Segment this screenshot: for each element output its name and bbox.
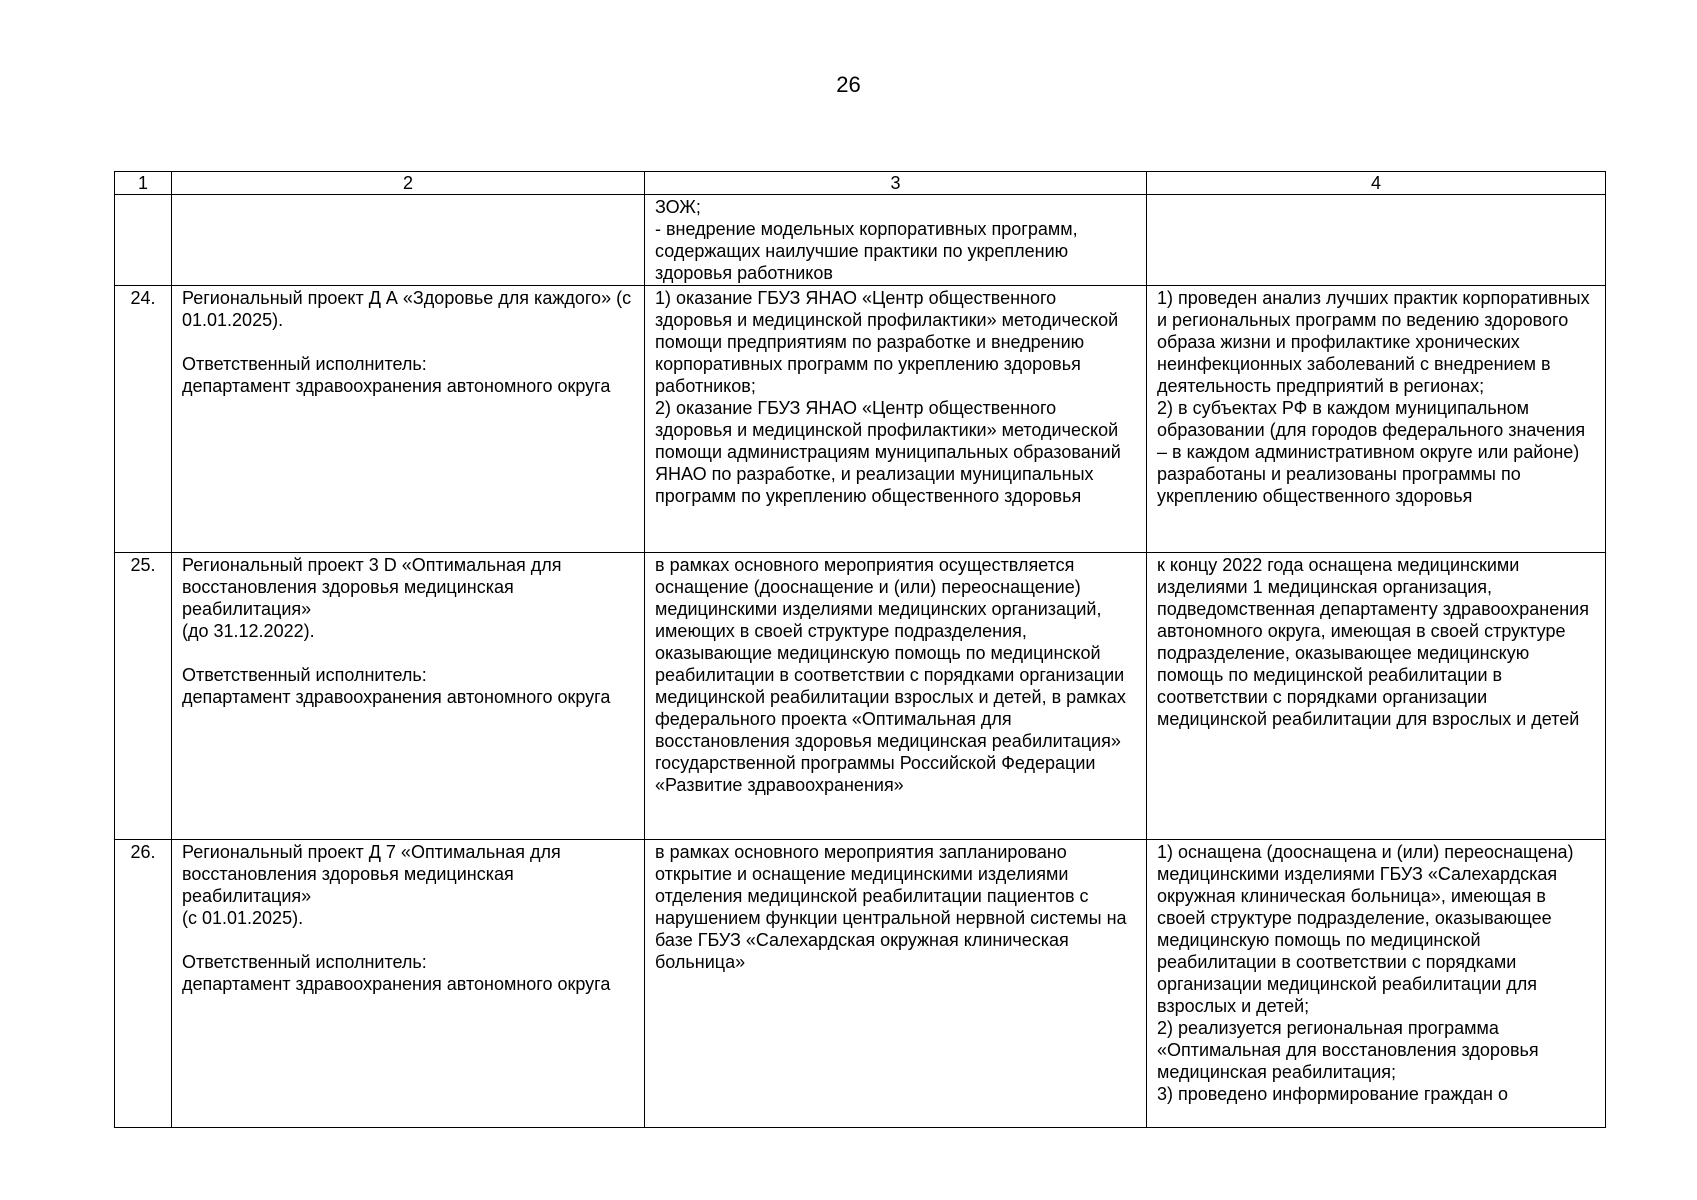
- column-header-3: 3: [645, 172, 1147, 195]
- result-cell: [1147, 195, 1606, 286]
- table-row: [115, 840, 1606, 1128]
- row-number: 26.: [115, 840, 172, 1128]
- measures-table: [114, 171, 1606, 1128]
- activity-cell: 1) оказание ГБУЗ ЯНАО «Центр общественного здоровья и медицинской профилактики» методической помощи предприятиям по разработке и внедрению корпоративных программ по укреплению здоровья работников; 2) оказание ГБУЗ ЯНАО «Центр общественного здоровья и медицинской профилактики» методической помощи администрациям муниципальных образований ЯНАО по разработке, и реализации муниципальных программ по укреплению общественного здоровья: [645, 286, 1147, 553]
- project-cell: Региональный проект 3 D «Оптимальная для восстановления здоровья медицинская реабилитация» (до 31.12.2022). Ответственный исполнитель: департамент здравоохранения автономного округа: [172, 553, 645, 840]
- table-row: [115, 286, 1606, 553]
- result-cell: 1) проведен анализ лучших практик корпоративных и региональных программ по ведению здорового образа жизни и профилактике хронических неинфекционных заболеваний с внедрением в деятельность предприятий в регионах; 2) в субъектах РФ в каждом муниципальном образовании (для городов федерального значения – в каждом административном округе или районе) разработаны и реализованы программы по укреплению общественного здоровья: [1147, 286, 1606, 553]
- project-cell: [172, 195, 645, 286]
- result-cell: 1) оснащена (дооснащена и (или) переоснащена) медицинскими изделиями ГБУЗ «Салехардская окружная клиническая больница», имеющая в своей структуре подразделение, оказывающее медицинскую помощь по медицинской реабилитации в соответствии с порядками организации медицинской реабилитации для взрослых и детей; 2) реализуется региональная программа «Оптимальная для восстановления здоровья медицинская реабилитация; 3) проведено информирование граждан о: [1147, 840, 1606, 1128]
- activity-cell: в рамках основного мероприятия осуществляется оснащение (дооснащение и (или) переоснащение) медицинскими изделиями медицинских организаций, имеющих в своей структуре подразделения, оказывающие медицинскую помощь по медицинской реабилитации в соответствии с порядками организации медицинской реабилитации взрослых и детей, в рамках федерального проекта «Оптимальная для восстановления здоровья медицинская реабилитация» государственной программы Российской Федерации «Развитие здравоохранения»: [645, 553, 1147, 840]
- row-number: [115, 195, 172, 286]
- column-header-2: 2: [172, 172, 645, 195]
- column-header-4: 4: [1147, 172, 1606, 195]
- page-number: 26: [836, 72, 861, 97]
- table-row: [115, 195, 1606, 286]
- project-cell: Региональный проект Д А «Здоровье для каждого» (с 01.01.2025). Ответственный исполнитель: департамент здравоохранения автономного округа: [172, 286, 645, 553]
- column-header-1: 1: [115, 172, 172, 195]
- activity-cell: ЗОЖ; - внедрение модельных корпоративных программ, содержащих наилучшие практики по укреплению здоровья работников: [645, 195, 1147, 286]
- project-cell: Региональный проект Д 7 «Оптимальная для восстановления здоровья медицинская реабилитация» (с 01.01.2025). Ответственный исполнитель: департамент здравоохранения автономного округа: [172, 840, 645, 1128]
- table-row: [115, 553, 1606, 840]
- table-header-row: [115, 172, 1606, 195]
- result-cell: к концу 2022 года оснащена медицинскими изделиями 1 медицинская организация, подведомственная департаменту здравоохранения автономного округа, имеющая в своей структуре подразделение, оказывающее медицинскую помощь по медицинской реабилитации в соответствии с порядками организации медицинской реабилитации для взрослых и детей: [1147, 553, 1606, 840]
- row-number: 24.: [115, 286, 172, 553]
- row-number: 25.: [115, 553, 172, 840]
- activity-cell: в рамках основного мероприятия запланировано открытие и оснащение медицинскими изделиями отделения медицинской реабилитации пациентов с нарушением функции центральной нервной системы на базе ГБУЗ «Салехардская окружная клиническая больница»: [645, 840, 1147, 1128]
